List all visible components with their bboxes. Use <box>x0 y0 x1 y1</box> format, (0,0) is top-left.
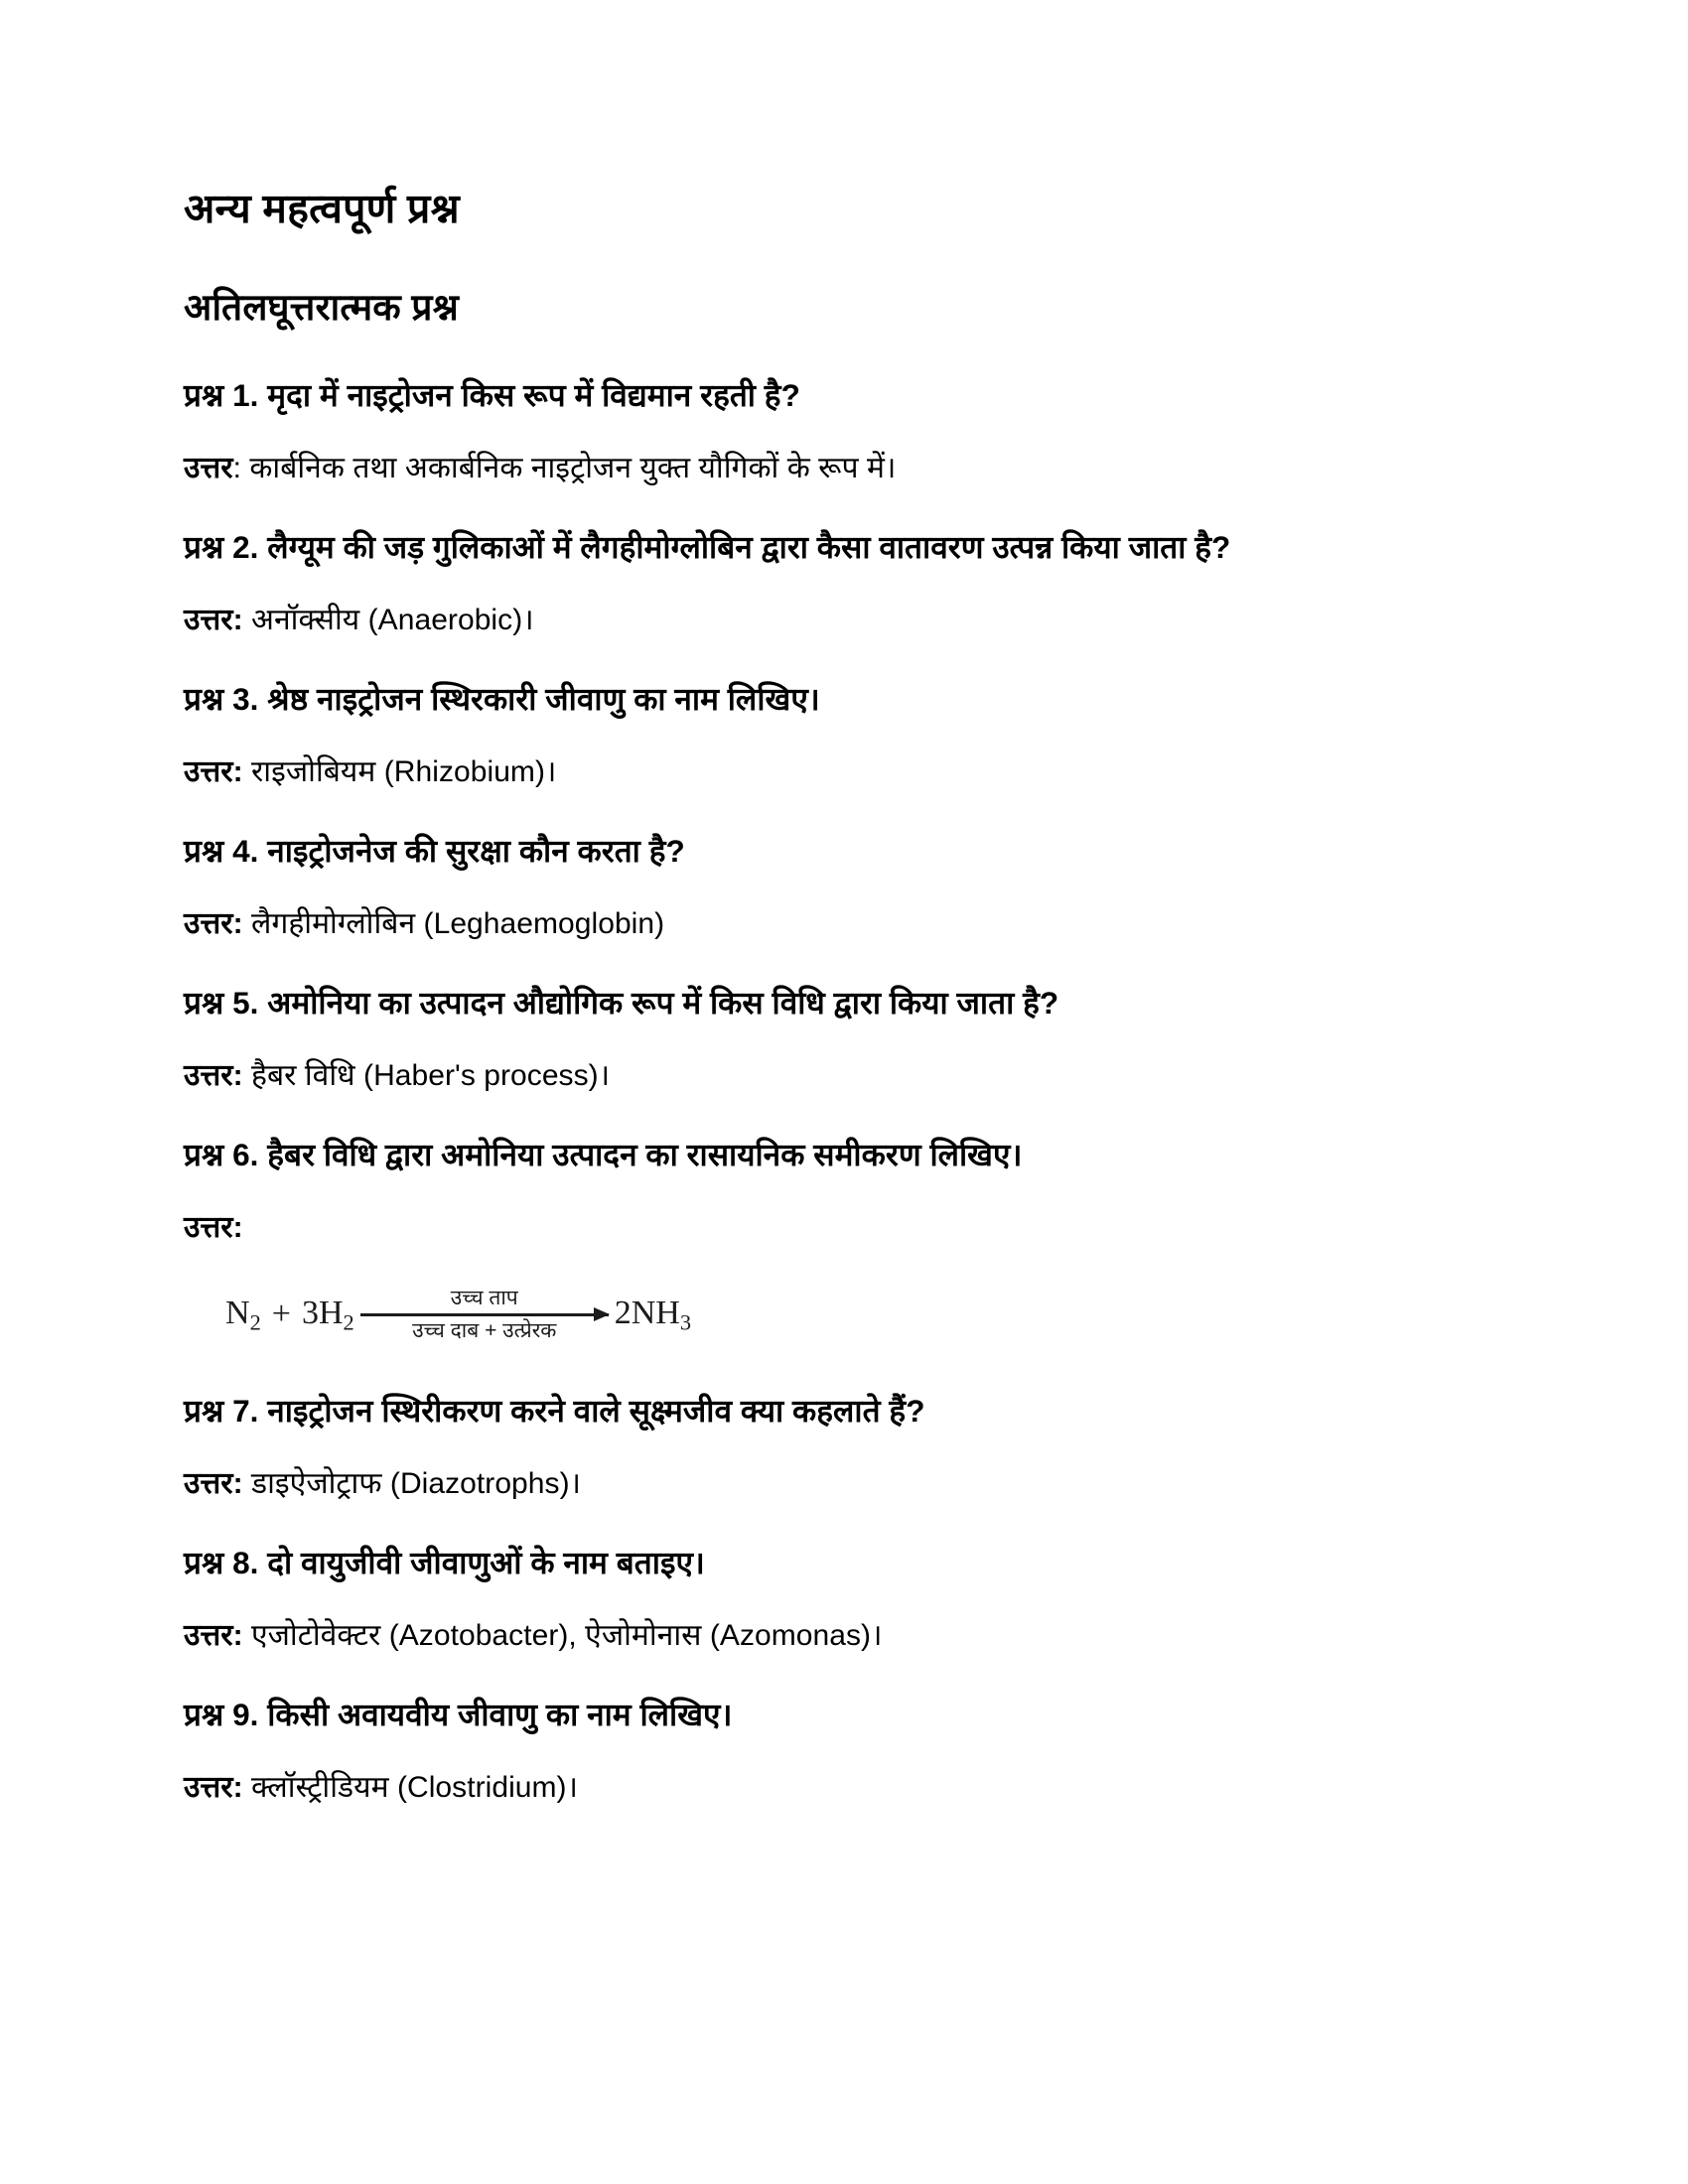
answer-line <box>184 1208 1519 1247</box>
equation-arrow-group <box>360 1287 609 1343</box>
answer-text: क्लॉस्ट्रीडियम (Clostridium)। <box>242 1770 579 1804</box>
equation-product-ammonia: $2NH_3$ <box>614 1294 692 1335</box>
question-text: प्रश्न 6. हैबर विधि द्वारा अमोनिया उत्पादन का रासायनिक समीकरण लिखिए। <box>184 1136 1023 1172</box>
equation-plus-sign: + <box>271 1296 291 1333</box>
answer-text: डाइऐजोट्राफ (Diazotrophs)। <box>242 1466 582 1500</box>
question-text: प्रश्न 3. श्रेष्ठ नाइट्रोजन स्थिरकारी जीवाणु का नाम लिखिए। <box>184 681 820 718</box>
answer-line <box>184 752 1519 791</box>
page-title: अन्य महत्वपूर्ण प्रश्न <box>184 186 460 231</box>
answer-line <box>184 1768 1519 1807</box>
question-text: प्रश्न 2. लैग्यूम की जड़ गुलिकाओं में लैगहीमोग्लोबिन द्वारा कैसा वातावरण उत्पन्न किया जाता है? <box>184 529 1231 566</box>
qa-item-2 <box>184 527 1519 639</box>
answer-text: राइजोबियम (Rhizobium)। <box>242 754 557 788</box>
qa-item-1 <box>184 375 1519 487</box>
answer-line <box>184 601 1519 639</box>
answer-line <box>184 449 1519 487</box>
section-heading: अतिलघूत्तरात्मक प्रश्न <box>184 287 460 329</box>
answer-text: हैबर विधि (Haber's process)। <box>242 1058 611 1092</box>
answer-text: अनॉक्सीय (Anaerobic)। <box>242 604 534 637</box>
haber-process-equation <box>225 1287 691 1343</box>
answer-label: उत्तर: <box>184 1770 243 1804</box>
answer-line <box>184 1464 1519 1503</box>
answer-label: उत्तर: <box>184 604 243 637</box>
answer-line <box>184 1056 1519 1095</box>
answer-text: एजोटोवेक्टर (Azotobacter), ऐजोमोनास (Azomonas)। <box>242 1618 883 1652</box>
equation-condition-above: उच्च ताप <box>450 1286 518 1309</box>
question-text: प्रश्न 1. मृदा में नाइट्रोजन किस रूप में विद्यमान रहती है? <box>184 377 800 414</box>
qa-item-6 <box>184 1135 1519 1343</box>
question-text: प्रश्न 5. अमोनिया का उत्पादन औद्योगिक रूप में किस विधि द्वारा किया जाता है? <box>184 984 1059 1021</box>
reaction-arrow-icon <box>360 1313 609 1316</box>
answer-label: उत्तर: <box>184 906 243 940</box>
question-text: प्रश्न 8. दो वायुजीवी जीवाणुओं के नाम बताइए। <box>184 1544 705 1580</box>
equation-reactant-nitrogen: $N_2$ <box>225 1294 261 1335</box>
qa-item-3 <box>184 679 1519 791</box>
answer-label: उत्तर: <box>184 1210 243 1244</box>
answer-label: उत्तर: <box>184 1618 243 1652</box>
qa-item-5 <box>184 983 1519 1095</box>
equation-reactant-hydrogen: $3H_2$ <box>301 1294 354 1335</box>
answer-line <box>184 904 1519 943</box>
question-text: प्रश्न 9. किसी अवायवीय जीवाणु का नाम लिखिए। <box>184 1696 733 1732</box>
qa-item-4 <box>184 831 1519 943</box>
answer-label: उत्तर: <box>184 1058 243 1092</box>
qa-item-8 <box>184 1543 1519 1655</box>
question-answer-list <box>184 375 1519 1807</box>
answer-label: उत्तर <box>184 452 233 485</box>
answer-text: लैगहीमोग्लोबिन (Leghaemoglobin) <box>242 906 665 940</box>
question-text: प्रश्न 7. नाइट्रोजन स्थिरीकरण करने वाले सूक्ष्मजीव क्या कहलाते हैं? <box>184 1393 925 1430</box>
chemical-equation-figure <box>225 1287 1519 1343</box>
qa-item-9 <box>184 1695 1519 1807</box>
qa-item-7 <box>184 1391 1519 1503</box>
answer-text: : कार्बनिक तथा अकार्बनिक नाइट्रोजन युक्त यौगिकों के रूप में। <box>232 452 897 485</box>
answer-label: उत्तर: <box>184 754 243 788</box>
answer-line <box>184 1616 1519 1655</box>
answer-label: उत्तर: <box>184 1466 243 1500</box>
question-text: प्रश्न 4. नाइट्रोजनेज की सुरक्षा कौन करता है? <box>184 832 685 869</box>
equation-condition-below: उच्च दाब + उत्प्रेरक <box>412 1318 557 1342</box>
